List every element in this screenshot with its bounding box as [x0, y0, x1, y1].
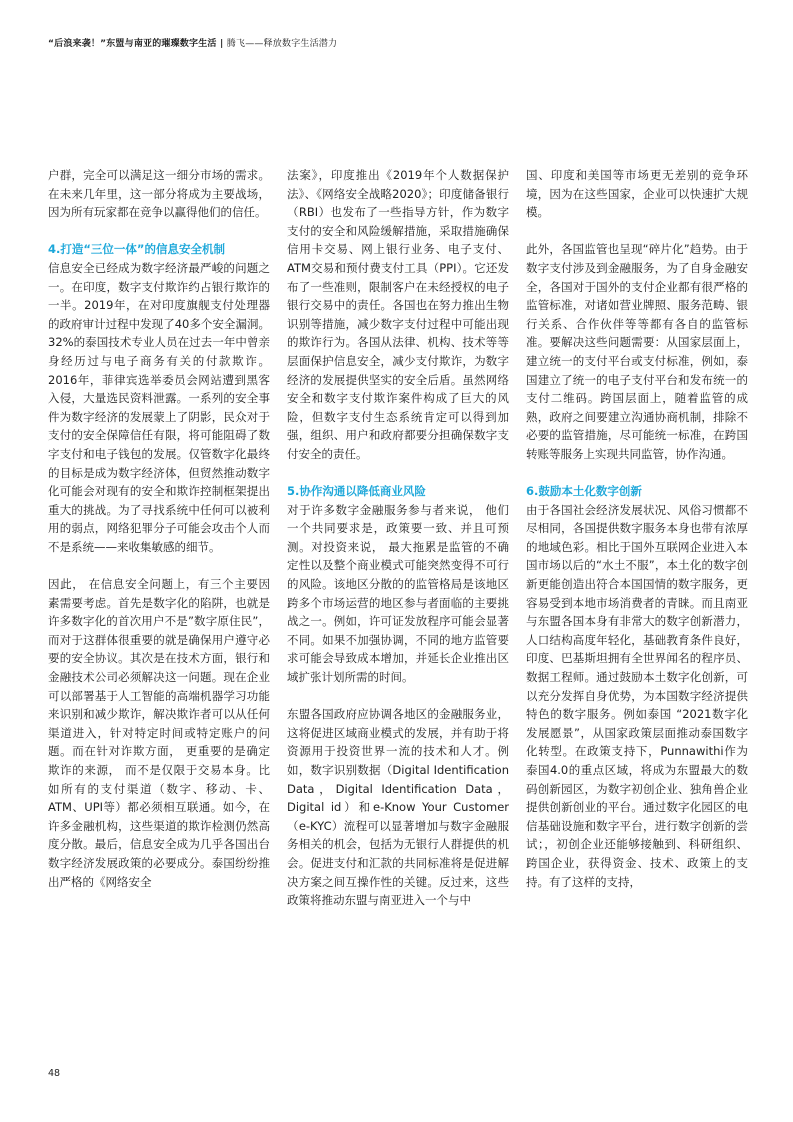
page-number: 48: [48, 1068, 61, 1079]
column-middle: [287, 166, 509, 928]
paragraph-security-threats: 信息安全已经成为数字经济最严峻的问题之一。在印度，数字支付欺诈约占银行欺诈的一半。2019年，在对印度旗舰支付处理器的政府审计过程中发现了40多个安全漏洞。32%的泰国技术专业人员在过去一年中曾亲身经历过与电子商务有关的付款欺诈。2016年，菲律宾选举委员会网站遭到黑客入侵，大量选民资料泄露。一系列的安全事件为数字经济的发展蒙上了阴影，民众对于支付的安全保障信任有限，将可能阻碍了数字支付和电子钱包的发展。仅管数字化最终的目标是成为数字经济体，但贸然推动数字化可能会对现有的安全和欺诈控制框架提出重大的挑战。为了寻找系统中任何可以被利用的弱点，网络犯罪分子可能会攻击个人而不是系统——来收集敏感的细节。: [48, 260, 270, 554]
header-separator: |: [216, 39, 227, 49]
column-left: [48, 166, 270, 910]
paragraph-local-innovation: 由于各国社会经济发展状况、风俗习惯都不尽相同，各国提供数字服务本身也带有浓厚的地域色彩。相比于国外互联网企业进入本国市场以后的“水土不服”，本土化的数字创新更能创造出符合本国国情的数字服务，更容易受到本地市场消费者的青睐。而且南亚与东盟各国本身有非常大的数字创新潜力，人口结构高度年轻化，基础教育条件良好，印度、巴基斯坦拥有全世界闻名的程序员、数据工程师。通过鼓励本土数字化创新，可以充分发挥自身优势，为本国数字经济提供特色的数字服务。例如泰国 “2021数字化发展愿景”，从国家政策层面推动泰国数字化转型。在政策支持下，Punnawithi作为泰国4.0的重点区域，将成为东盟最大的数码创新园区，为数字初创企业、独角兽企业提供创新创业的平台。通过数字化园区的电信基础设施和数字平台，进行数字创新的尝试；，初创企业还能够接触到、科研组织、跨国企业，获得资金、技术、政策上的支持。有了这样的支持，: [526, 502, 748, 889]
paragraph-fragmentation: 此外，各国监管也呈现“碎片化”趋势。由于数字支付涉及到金融服务，为了自身金融安全，各国对于国外的支付企业都有很严格的监管标准，对诸如营业牌照、服务范畴、银行关系、合作伙伴等等都有各自的监管标准。要解决这些问题需要：从国家层面上，建立统一的支付平台或支付标准，例如，泰国建立了统一的电子支付平台和发布统一的支付二维码。跨国层面上，随着监管的成熟，政府之间要建立沟通协商机制，排除不必要的监管措施，尽可能统一标准，在跨国转账等服务上实现共同监管，协作沟通。: [526, 242, 748, 461]
running-header: [48, 36, 337, 49]
header-subtitle: 腾飞——释放数字生活潜力: [226, 39, 338, 49]
paragraph-competition: 国、印度和美国等市场更无差别的竞争环境，因为在这些国家，企业可以快速扩大规模。: [526, 168, 748, 220]
paragraph-asean-coordination: 东盟各国政府应协调各地区的金融服务业，这将促进区域商业模式的发展，并有助于将资源用于投资世界一流的技术和人才。例如，数字识别数据（Digital Identification Data，Digital Identification Data，Digital id）和e-Know Your Customer（e-KYC）流程可以显著增加与数字金融服务相关的机会，包括为无银行人群提供的机会。促进支付和汇款的共同标准将是促进解决方案之间互操作性的关键。反过来，这些政策将推动东盟与南亚进入一个与中: [287, 707, 509, 908]
paragraph-market-trust: 户群，完全可以满足这一细分市场的需求。在未来几年里，这一部分将成为主要战场，因为所有玩家都在竞争以赢得他们的信任。: [48, 168, 270, 220]
section-heading-4: 4.打造“三位一体”的信息安全机制: [48, 242, 225, 257]
column-right: [526, 166, 748, 910]
header-title: “后浪来袭！”东盟与南亚的璀璨数字生活: [48, 39, 217, 49]
paragraph-regulations: 法案》，印度推出《2019年个人数据保护法》、《网络安全战略2020》；印度储备银行（RBI）也发布了一些指导方针，作为数字支付的安全和风险缓解措施，采取措施确保信用卡交易、网上银行业务、电子支付、ATM交易和预付费支付工具（PPI）。它还发布了一些准则，限制客户在未经授权的电子银行交易中的责任。各国也在努力推出生物识别等措施，减少数字支付过程中可能出现的欺诈行为。各国从法律、机构、技术等等层面保护信息安全，减少支付欺诈，为数字经济的发展提供坚实的安全后盾。虽然网络安全和数字支付欺诈案件构成了巨大的风险，但数字支付生态系统肯定可以得到加强，组织、用户和政府都要分担确保数字支付安全的责任。: [287, 168, 509, 461]
paragraph-security-factors: 因此， 在信息安全问题上，有三个主要因素需要考虑。首先是数字化的陷阱，也就是许多数字化的首次用户不是”数字原住民”，而对于这群体很重要的就是确保用户遵守必要的安全协议。其次是在技术方面，银行和金融技术公司必须解决这一问题。现在企业可以部署基于人工智能的高端机器学习功能来识别和减少欺诈，解决欺诈者可以从任何渠道进入，针对特定时间或特定账户的问题。而在针对诈欺方面， 更重要的是确定欺诈的来源， 而不是仅限于交易本身。比如所有的支付渠道（数字、移动、卡、ATM、UPI等）都必须相互联通。如今，在许多金融机构，这些渠道的欺诈检测仍然高度分散。最后，信息安全成为几乎各国出台数字经济发展政策的必要成分。泰国纷纷推出严格的《网络安全: [48, 577, 270, 889]
section-heading-5: 5.协作沟通以降低商业风险: [287, 484, 426, 499]
paragraph-policy-consistency: 对于许多数字金融服务参与者来说， 他们一个共同要求是，政策要一致、并且可预测。对投资来说， 最大拖累是监管的不确定性以及整个商业模式可能突然变得不可行的风险。该地区分散的的监管格局是该地区跨多个市场运营的地区参与者面临的主要挑战之一。例如，许可证发放程序可能会显著不同。如果不加强协调，不同的地方监管要求可能会导致成本增加，并延长企业推出区域扩张计划所需的时间。: [287, 502, 509, 685]
section-heading-6: 6.鼓励本土化数字创新: [526, 484, 642, 499]
